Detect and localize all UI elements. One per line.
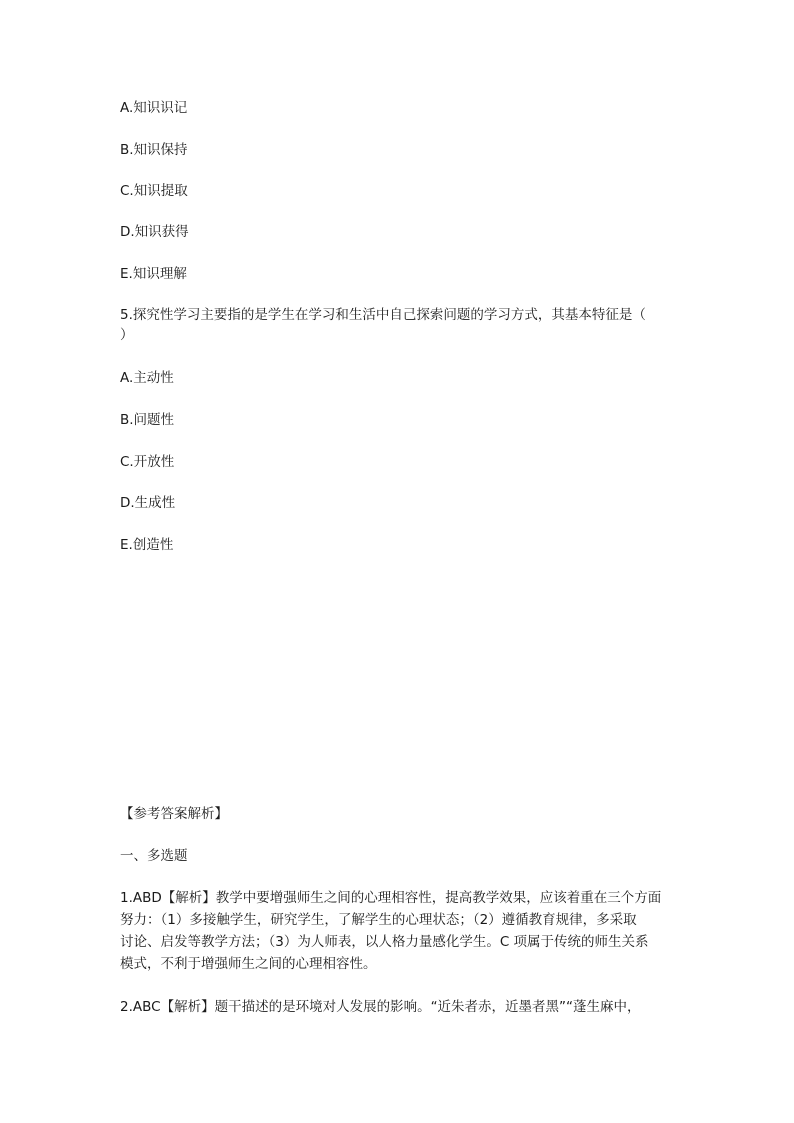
q5-option-c: C.开放性: [120, 454, 175, 470]
answer-item-1: [120, 887, 665, 975]
answer-item-1-line-3: 讨论、启发等教学方法；（3）为人师表，以人格力量感化学生。C 项属于传统的师生关系: [120, 934, 649, 950]
q5-option-a: A.主动性: [120, 370, 174, 386]
answer-item-2: 2.ABC【解析】题干描述的是环境对人发展的影响。“近朱者赤，近墨者黑”“蓬生麻中，: [120, 999, 641, 1015]
q5-option-d: D.生成性: [120, 495, 176, 511]
q4-option-a: A.知识识记: [120, 100, 188, 116]
q4-option-e: E.知识理解: [120, 266, 187, 282]
q4-option-d: D.知识获得: [120, 224, 189, 240]
answer-item-1-line-4: 模式，不利于增强师生之间的心理相容性。: [120, 956, 377, 972]
q4-option-b: B.知识保持: [120, 142, 188, 158]
q5-option-e: E.创造性: [120, 537, 174, 553]
answer-item-1-line-1: 1.ABD【解析】教学中要增强师生之间的心理相容性，提高教学效果，应该着重在三个方面: [120, 890, 662, 906]
answer-section-title: 【参考答案解析】: [120, 806, 228, 822]
q5-option-b: B.问题性: [120, 412, 175, 428]
answer-section-subtitle: 一、多选题: [120, 848, 188, 864]
answer-item-1-line-2: 努力：（1）多接触学生，研究学生，了解学生的心理状态；（2）遵循教育规律，多采取: [120, 912, 637, 928]
q4-option-c: C.知识提取: [120, 183, 188, 199]
q5-stem-line1: 5.探究性学习主要指的是学生在学习和生活中自己探索问题的学习方式，其基本特征是（: [120, 307, 646, 323]
q5-stem-line2: ）: [120, 327, 134, 343]
